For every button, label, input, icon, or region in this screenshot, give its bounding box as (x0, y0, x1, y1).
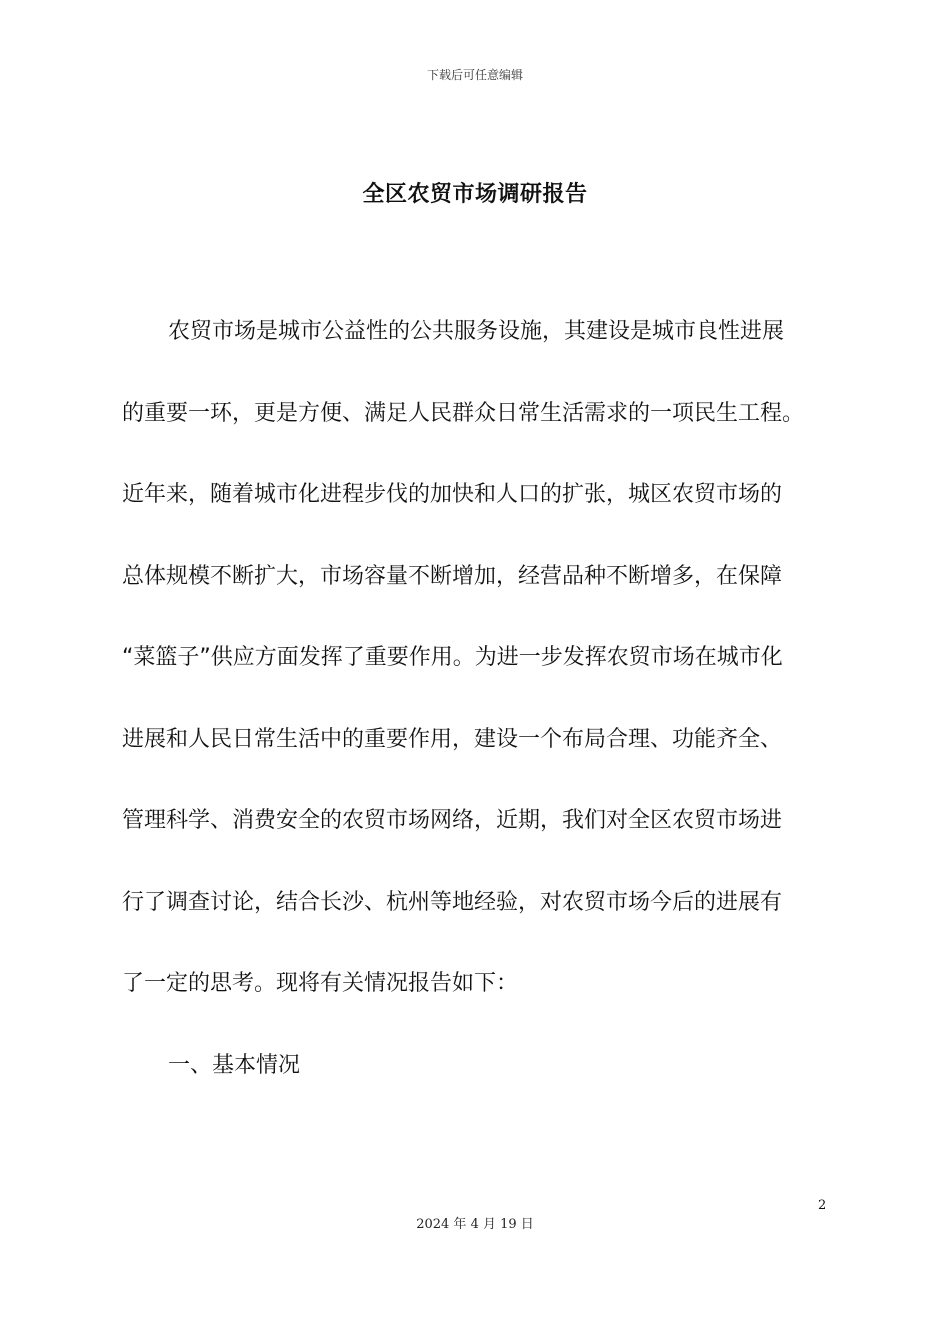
paragraph-line-6: 进展和人民日常生活中的重要作用，建设一个布局合理、功能齐全、 (122, 726, 783, 752)
body-text (122, 304, 830, 1119)
header-note: 下载后可任意编辑 (426, 68, 523, 82)
paragraph-line-4: 总体规模不断扩大，市场容量不断增加，经营品种不断增多，在保障 (122, 563, 783, 589)
footer-date: 2024 年 4 月 19 日 (416, 1217, 534, 1232)
paragraph-line-3: 近年来，随着城市化进程步伐的加快和人口的扩张，城区农贸市场的 (122, 482, 783, 507)
paragraph-line-7: 管理科学、消费安全的农贸市场网络，近期，我们对全区农贸市场进 (122, 808, 783, 833)
paragraph-line-5: “菜篮子”供应方面发挥了重要作用。为进一步发挥农贸市场在城市化 (122, 645, 783, 670)
section-heading: 一、基本情况 (168, 1052, 301, 1078)
page-number: 2 (818, 1198, 827, 1213)
document-title: 全区农贸市场调研报告 (362, 182, 588, 207)
paragraph-line-8: 行了调查讨论，结合长沙、杭州等地经验，对农贸市场今后的进展有 (122, 889, 783, 915)
paragraph-line-9: 了一定的思考。现将有关情况报告如下： (122, 971, 519, 996)
paragraph-line-2: 的重要一环，更是方便、满足人民群众日常生活需求的一项民生工程。 (122, 400, 805, 426)
paragraph-line-1: 农贸市场是城市公益性的公共服务设施，其建设是城市良性进展 (168, 319, 785, 344)
